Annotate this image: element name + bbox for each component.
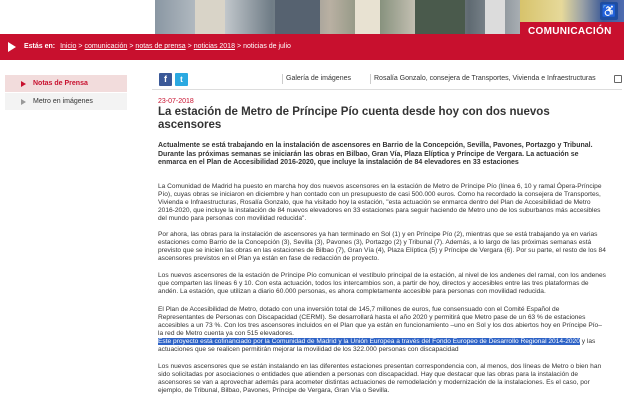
article-paragraph: Los nuevos ascensores de la estación de Príncipe Pío comunican el vestíbulo principal de la estación, al nivel de los andenes del ramal, con los andenes que comparten las líneas 6 y 10. Con esta actuación, todos los intercambios son, a partir de hoy, directos y accesibles entre las tres plataformas de andén. La estación, que utilizan a diario 60.000 personas, es ahora completamente accesible para personas con movilidad reducida.: [158, 272, 606, 296]
breadcrumb-label: Estás en:: [24, 43, 56, 50]
header-blank: [0, 0, 155, 34]
breadcrumb-link-comunicacion[interactable]: comunicación: [84, 43, 128, 50]
article-paragraph: Por ahora, las obras para la instalación de ascensores ya han terminado en Sol (1) y en Príncipe Pío (2), mientras que se está trabajando ya en varias estaciones como Barrio de la Concepción (3), Sevilla (3), Pavones (3), Portazgo (2) y Tribunal (7). Además, a lo largo de las próximas semanas está previsto que se inicien las obras en las estaciones de Bilbao (7), Gran Vía (4), Plaza Elíptica (5) y Príncipe de Vergara (6). Por su parte, el resto de los 84 ascensores previstos en el Plan ya están en fase de redacción de proyecto.: [158, 231, 606, 263]
breadcrumb-link-noticias-2018[interactable]: noticias 2018: [193, 43, 235, 50]
article-date: 23-07-2018: [158, 98, 194, 105]
breadcrumb-separator: >: [78, 43, 83, 50]
breadcrumb-current: noticias de julio: [243, 43, 291, 50]
toolbar-divider: [282, 74, 283, 84]
gallery-caption: Rosalía Gonzalo, consejera de Transportes, Vivienda e Infraestructuras: [374, 75, 596, 82]
sidebar-item-metro-en-imagenes[interactable]: [5, 93, 127, 111]
toolbar-divider: [370, 74, 371, 84]
paragraph-text: y las actuaciones que se realicen permitirán mejorar la movilidad de los 322.000 personas con discapacidad: [158, 338, 596, 354]
breadcrumb-link-notas-de-prensa[interactable]: notas de prensa: [135, 43, 186, 50]
sidebar: [5, 75, 127, 111]
gallery-link[interactable]: Galería de imágenes: [286, 75, 351, 82]
arrow-right-icon: [8, 42, 16, 52]
highlighted-text: Este proyecto está cofinanciado por la Comunidad de Madrid y la Unión Europea a través del Fondo Europeo de Desarrollo Regional 2014-2020: [158, 338, 580, 345]
article-paragraph: Los nuevos ascensores que se están instalando en las diferentes estaciones presentan correspondencia con, al menos, dos líneas de Metro o bien han sido solicitadas por asociaciones o entidades que atienden a personas con discapacidad. Hay que destacar que las obras para la instalación de ascensores se van a aprovechar además para acometer distintas actuaciones de remodelación y modernización de la instalaciones. Es el caso, por ejemplo, de Tribunal, Bilbao, Pavones, Príncipe de Vergara, Gran Vía o Sevilla.: [158, 363, 602, 395]
article-toolbar: [152, 70, 622, 90]
header-banner-photo: [155, 0, 520, 34]
article-paragraph-funding: [158, 338, 606, 354]
twitter-icon[interactable]: t: [175, 73, 188, 86]
sidebar-item-notas-de-prensa[interactable]: [5, 75, 127, 93]
chevron-right-icon: [21, 81, 26, 87]
sidebar-item-label: Metro en imágenes: [33, 98, 93, 105]
article-paragraph: El Plan de Accesibilidad de Metro, dotado con una inversión total de 145,7 millones de euros, fue consensuado con el Comité Español de Representantes de Personas con Discapacidad (CERMI). Se desarrollará hasta el año 2020 y permitirá que Metro pase de un 63 % de estaciones accesibles a un 73 %. Con los tres ascensores incluidos en el Plan que ya están en funcionamiento –uno en Sol y los dos abiertos hoy en Príncipe Pío– la red de Metro cuenta ya con 515 elevadores.: [158, 306, 602, 338]
article-main: [152, 70, 622, 395]
breadcrumb-separator: >: [129, 43, 134, 50]
breadcrumb: [0, 34, 520, 60]
breadcrumb-link-inicio[interactable]: Inicio: [60, 43, 77, 50]
breadcrumb-separator: >: [187, 43, 192, 50]
wheelchair-icon: ♿: [601, 4, 617, 18]
article-paragraph: La Comunidad de Madrid ha puesto en marcha hoy dos nuevos ascensores en la estación de Metro de Príncipe Pío (línea 6, 10 y ramal Ópera-Príncipe Pío), cuyas obras se iniciaron en diciembre y han contado con un presupuesto de casi 500.000 euros. Como ha recordado la consejera de Transportes, Vivienda e Infraestructuras, Rosalía Gonzalo, que ha visitado hoy la estación, "esta actuación se enmarca dentro del Plan de Accesibilidad de Metro 2016-2020, que incluye la instalación de 84 nuevos elevadores en 33 estaciones para seguir haciendo de Metro uno de los suburbanos más accesibles del mundo para personas con movilidad reducida".: [158, 183, 602, 223]
article-lead: Actualmente se está trabajando en la instalación de ascensores en Barrio de la Concepción, Sevilla, Pavones, Portazgo y Tribunal. Durante las próximas semanas se iniciarán las obras en Bilbao, Gran Vía, Plaza Elíptica y Príncipe de Vergara. La actuación se enmarca en el Plan de Accesibilidad 2016-2020, que incluye la instalación de 84 elevadores en 33 estaciones: [158, 142, 593, 166]
image-icon[interactable]: [614, 75, 622, 83]
communication-section-banner: [520, 0, 624, 60]
sidebar-item-label: Notas de Prensa: [33, 80, 88, 87]
article-title: La estación de Metro de Príncipe Pío cuenta desde hoy con dos nuevos ascensores: [158, 106, 550, 131]
site-header: [0, 0, 624, 60]
breadcrumb-separator: >: [236, 43, 242, 50]
section-label: COMUNICACIÓN: [528, 26, 612, 37]
chevron-right-icon: [21, 99, 26, 105]
facebook-icon[interactable]: f: [159, 73, 172, 86]
